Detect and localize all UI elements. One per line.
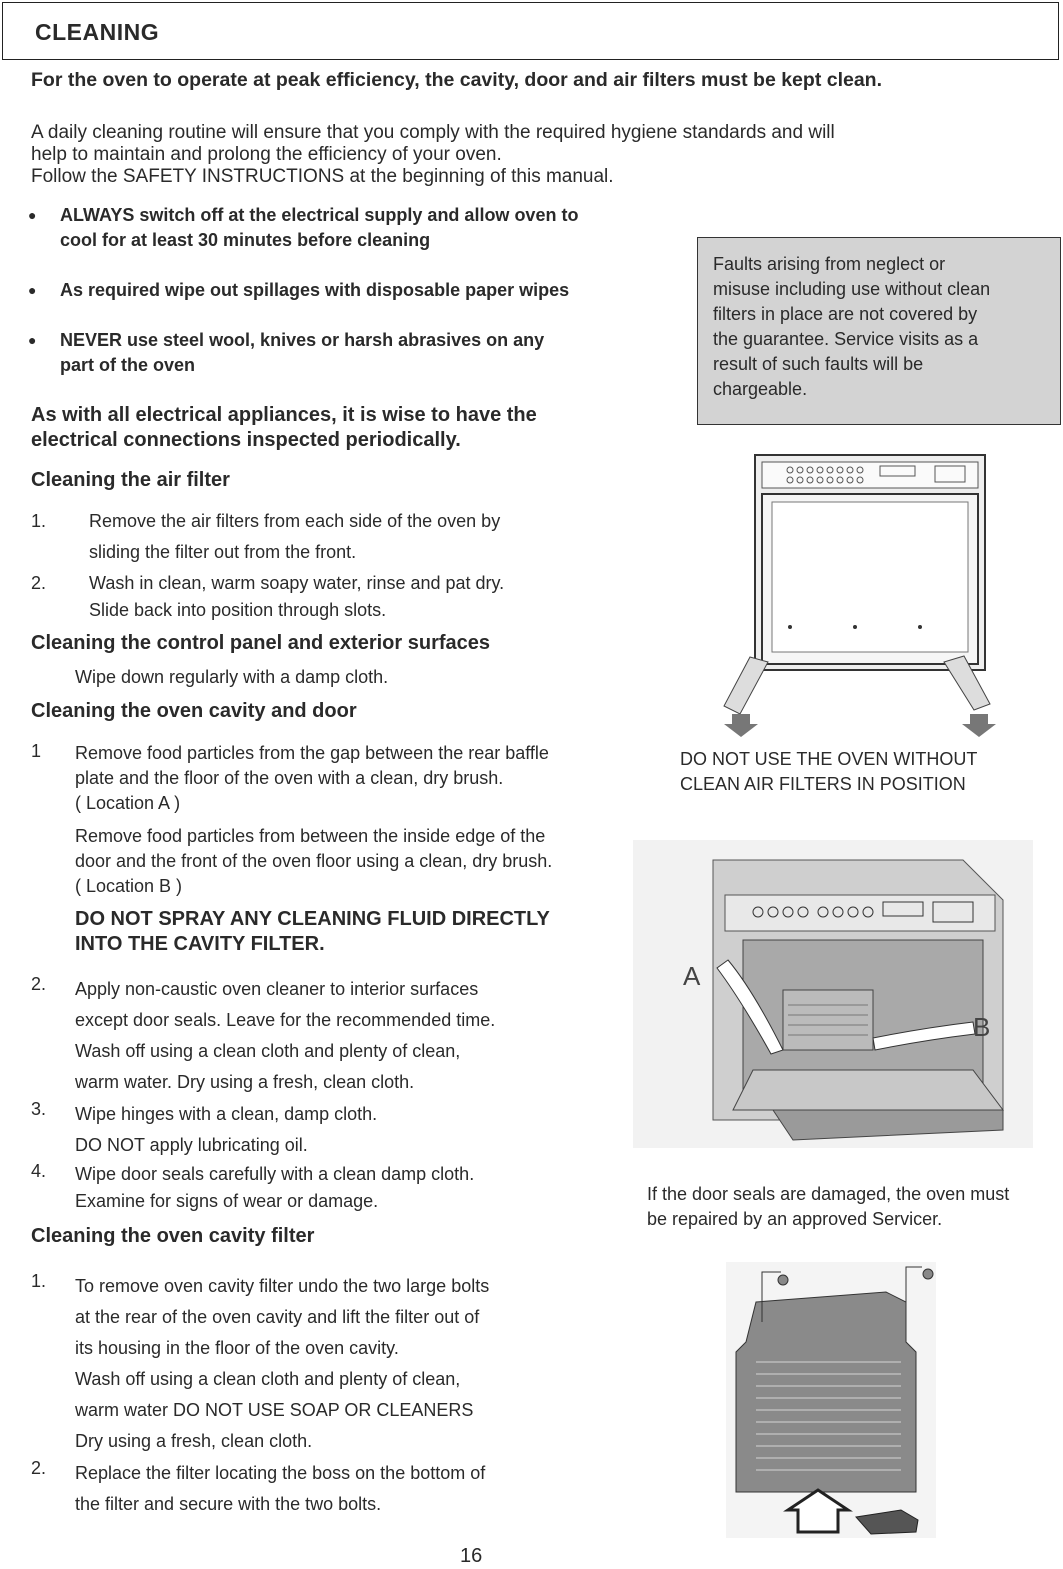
step-number: 1. xyxy=(31,1271,47,1291)
step-line: ( Location B ) xyxy=(75,876,183,896)
guarantee-note xyxy=(697,237,1061,425)
step-line: DO NOT apply lubricating oil. xyxy=(75,1135,308,1155)
step-line: at the rear of the oven cavity and lift the filter out of xyxy=(75,1307,480,1327)
note-line: misuse including use without clean xyxy=(713,279,991,299)
step-line: Wipe hinges with a clean, damp cloth. xyxy=(75,1104,378,1124)
figure-caption xyxy=(680,747,977,797)
caption-line: CLEAN AIR FILTERS IN POSITION xyxy=(680,774,966,794)
electrical-line: electrical connections inspected periodically. xyxy=(31,429,461,451)
note-line: chargeable. xyxy=(713,379,808,399)
step-line: To remove oven cavity filter undo the two large bolts xyxy=(75,1276,490,1296)
step-text-block xyxy=(75,1161,474,1215)
step-line: ( Location A ) xyxy=(75,793,181,813)
step-number: 1. xyxy=(31,511,47,531)
step-number: 2. xyxy=(31,573,47,593)
electrical-line: As with all electrical appliances, it is wise to have the xyxy=(31,404,537,426)
step-number: 4. xyxy=(31,1161,47,1181)
step-line: except door seals. Leave for the recommended time. xyxy=(75,1010,496,1030)
step-line: plate and the floor of the oven with a clean, dry brush. xyxy=(75,768,504,788)
step-line: Wash off using a clean cloth and plenty of clean, xyxy=(75,1369,461,1389)
oven-air-filter-figure xyxy=(720,452,1010,742)
step-number: 2. xyxy=(31,1458,47,1478)
note-line: the guarantee. Service visits as a xyxy=(713,329,979,349)
step-text: Remove the air filters from each side of the oven by xyxy=(89,511,501,531)
page-number: 16 xyxy=(460,1545,483,1567)
bullet-item xyxy=(28,328,545,378)
bullet-icon: ● xyxy=(28,332,37,348)
bullet-icon: ● xyxy=(28,207,37,223)
step-line: the filter and secure with the two bolts. xyxy=(75,1494,382,1514)
section-title: CLEANING xyxy=(35,19,160,45)
step-line: door and the front of the oven floor using a clean, dry brush. xyxy=(75,851,553,871)
bullet-line: part of the oven xyxy=(60,355,196,375)
step-line: its housing in the floor of the oven cavity. xyxy=(75,1338,399,1358)
intro-line: A daily cleaning routine will ensure that you comply with the required hygiene standards and will xyxy=(31,122,835,143)
caption-line: be repaired by an approved Servicer. xyxy=(647,1209,943,1229)
caption-line: DO NOT USE THE OVEN WITHOUT xyxy=(680,749,978,769)
step-text-block xyxy=(75,1271,489,1457)
step-text-block xyxy=(75,741,549,816)
step-line: Wipe door seals carefully with a clean damp cloth. xyxy=(75,1164,475,1184)
step-line: Examine for signs of wear or damage. xyxy=(75,1191,379,1211)
step-text-block xyxy=(75,824,552,899)
electrical-note xyxy=(31,403,537,453)
oven-cavity-cleaning-figure xyxy=(633,840,1033,1148)
location-a-label: A xyxy=(683,961,701,991)
step-line: Replace the filter locating the boss on the bottom of xyxy=(75,1463,486,1483)
note-line: filters in place are not covered by xyxy=(713,304,978,324)
bullet-line: NEVER use steel wool, knives or harsh abrasives on any xyxy=(60,330,545,350)
note-line: Faults arising from neglect or xyxy=(713,254,946,274)
warning-line: INTO THE CAVITY FILTER. xyxy=(75,933,325,955)
control-panel-text: Wipe down regularly with a damp cloth. xyxy=(75,667,389,687)
step-text-block xyxy=(75,1099,377,1161)
heading-control-panel: Cleaning the control panel and exterior surfaces xyxy=(31,632,491,654)
bullet-line: ALWAYS switch off at the electrical supply and allow oven to xyxy=(60,205,579,225)
intro-lead: For the oven to operate at peak efficiency, the cavity, door and air filters must be kept clean. xyxy=(31,69,883,91)
step-text-block xyxy=(75,1458,485,1520)
step-line: Remove food particles from the gap between the rear baffle xyxy=(75,743,549,763)
step-line: Dry using a fresh, clean cloth. xyxy=(75,1431,313,1451)
heading-cavity-door: Cleaning the oven cavity and door xyxy=(31,700,357,722)
step-text: Slide back into position through slots. xyxy=(89,600,387,620)
location-b-label: B xyxy=(973,1012,991,1042)
cavity-warning xyxy=(75,907,550,957)
step-line: Apply non-caustic oven cleaner to interior surfaces xyxy=(75,979,479,999)
bullet-item xyxy=(28,203,579,253)
step-number: 1 xyxy=(31,741,42,761)
step-text-block xyxy=(75,974,495,1098)
bullet-line: As required wipe out spillages with disposable paper wipes xyxy=(60,280,570,300)
step-line: Remove food particles from between the inside edge of the xyxy=(75,826,546,846)
intro-line: help to maintain and prolong the efficiency of your oven. xyxy=(31,144,502,165)
bullet-item xyxy=(28,278,570,303)
step-line: warm water DO NOT USE SOAP OR CLEANERS xyxy=(75,1400,474,1420)
step-number: 3. xyxy=(31,1099,47,1119)
cavity-filter-figure xyxy=(726,1262,936,1538)
step-text: Wash in clean, warm soapy water, rinse and pat dry. xyxy=(89,573,505,593)
intro-line: Follow the SAFETY INSTRUCTIONS at the beginning of this manual. xyxy=(31,166,614,187)
step-line: Wash off using a clean cloth and plenty of clean, xyxy=(75,1041,461,1061)
heading-cavity-filter: Cleaning the oven cavity filter xyxy=(31,1225,315,1247)
step-number: 2. xyxy=(31,974,47,994)
warning-line: DO NOT SPRAY ANY CLEANING FLUID DIRECTLY xyxy=(75,908,550,930)
bullet-icon: ● xyxy=(28,282,37,298)
heading-air-filter: Cleaning the air filter xyxy=(31,469,230,491)
step-line: warm water. Dry using a fresh, clean cloth. xyxy=(75,1072,415,1092)
note-line: result of such faults will be xyxy=(713,354,924,374)
caption-line: If the door seals are damaged, the oven must xyxy=(647,1184,1010,1204)
section-header xyxy=(2,2,1059,60)
intro-paragraph xyxy=(31,122,835,188)
bullet-line: cool for at least 30 minutes before cleaning xyxy=(60,230,431,250)
step-text: sliding the filter out from the front. xyxy=(89,542,357,562)
figure-caption xyxy=(647,1182,1009,1232)
